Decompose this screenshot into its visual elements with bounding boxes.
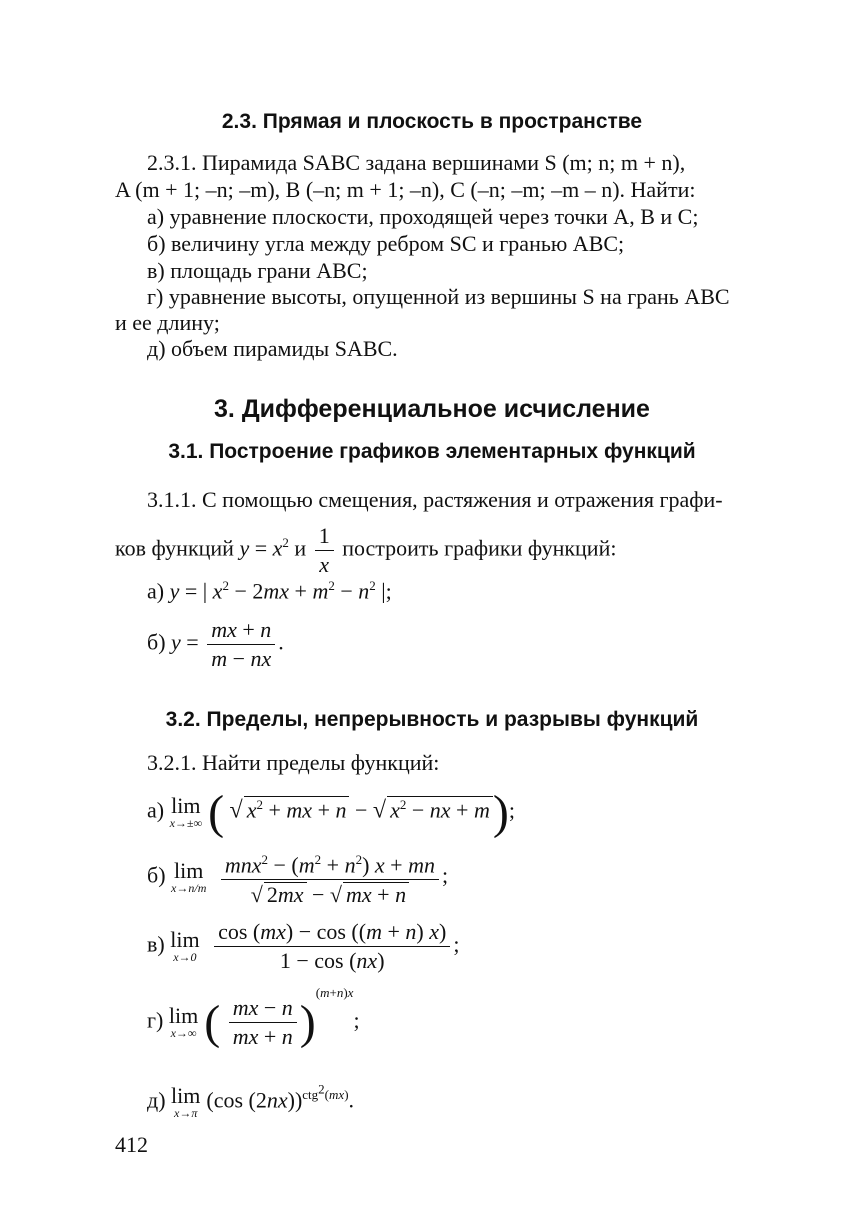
chapter-title-3: 3. Дифференциальное исчисление: [214, 395, 650, 423]
limit-a: а) lim x→±∞ ( √ $x^2$ + mx + n − √ $x^2$ − nx + m);: [147, 786, 515, 839]
function-b: б) y = $\frac{mx + n}{m - nx}$ .: [147, 617, 284, 671]
task-e: д) объем пирамиды SABC.: [147, 336, 398, 361]
problem-3-2-1: 3.2.1. Найти пределы функций:: [147, 750, 440, 775]
task-d-line1: г) уравнение высоты, опущенной из вершины S на грань ABC: [147, 284, 730, 309]
task-d-line2: и ее длину;: [115, 310, 220, 335]
section-title-2-3: 2.3. Прямая и плоскость в пространстве: [221, 110, 643, 133]
function-a: а) y = | $x^2 - 2mx + m^2 - n^2$ |;: [147, 578, 392, 604]
page-number: 412: [115, 1132, 148, 1157]
limit-d: г) lim x→∞ ( $\frac{mx - n}{mx + n}$ )$^{(m+n)x}$;: [147, 985, 360, 1049]
problem-2-3-1-line1: 2.3.1. Пирамида SABC задана вершинами S (m; n; m + n),: [147, 150, 686, 175]
limit-e: д) lim x→π (cos (2nx))$^{ctg^2(mx)}$.: [147, 1082, 355, 1120]
problem-2-3-1-line2: A (m + 1; –n; –m), B (–n; m + 1; –n), C (–n; –m; –m – n). Найти:: [115, 177, 696, 202]
limit-b: б) lim x→n/m $\frac{mnx^2 - (m^2 + n^2) x + mn}{√ 2mx - √ mx + n}$ ;: [147, 848, 448, 907]
task-b: б) величину угла между ребром SC и гранью ABC;: [147, 231, 625, 256]
problem-3-1-1-line1: 3.1.1. С помощью смещения, растяжения и отражения графи-: [147, 487, 723, 512]
section-title-3-2: 3.2. Пределы, непрерывность и разрывы функций: [165, 708, 699, 731]
section-title-3-1: 3.1. Построение графиков элементарных функций: [168, 440, 696, 463]
limit-c: в) lim x→0 $\frac{\cos (mx) - \cos ((m + n) x)}{1 - \cos (nx)}$ ;: [147, 919, 460, 973]
task-a: а) уравнение плоскости, проходящей через точки A, B и C;: [147, 204, 699, 229]
problem-3-1-1-line2: ков функций $y = x^2$ и $\frac{1}{x}$ построить графики функций:: [115, 523, 617, 577]
task-c: в) площадь грани ABC;: [147, 258, 368, 283]
